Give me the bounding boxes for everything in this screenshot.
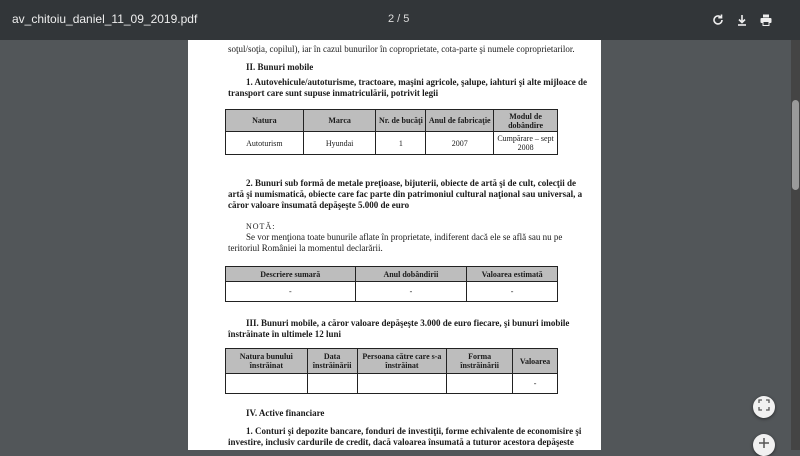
table-cell: Hyundai <box>303 132 376 155</box>
note-text: Se vor menţiona toate bunurile aflate în proprietate, indiferent dacă ele se află sau nu pe <box>246 232 563 242</box>
table-cell: 2007 <box>426 132 494 155</box>
subsection-heading: 1. Conturi şi depozite bancare, fonduri de investiţii, forme echivalente de economisire şi <box>246 426 582 436</box>
section-heading: II. Bunuri mobile <box>246 62 314 72</box>
pdf-toolbar <box>0 0 800 40</box>
table-header: Anul dobândirii <box>355 267 467 282</box>
zoom-in-button[interactable] <box>753 434 775 456</box>
table-header: Modul de dobândire <box>494 110 558 132</box>
table-header: Forma înstrăinării <box>447 349 513 374</box>
subsection-heading: 1. Autovehicule/autoturisme, tractoare, maşini agricole, şalupe, iahturi şi alte mijloace de <box>246 77 588 87</box>
table-cell <box>307 374 357 394</box>
table-header: Valoarea <box>513 349 558 374</box>
document-viewer[interactable] <box>0 40 800 450</box>
note-text: teritoriul României la momentul declarării. <box>228 243 383 253</box>
table-header: Data înstrăinării <box>307 349 357 374</box>
table-cell <box>447 374 513 394</box>
table-cell: Autoturism <box>226 132 304 155</box>
note-label: NOTĂ: <box>246 222 276 231</box>
table-cell: 1 <box>376 132 426 155</box>
scrollbar-thumb[interactable] <box>792 100 799 190</box>
table-cell <box>357 374 447 394</box>
table-cell: - <box>467 282 558 302</box>
subsection-heading: investire, inclusiv cardurile de credit, dacă valoarea însumată a tuturor acestora depăşeste <box>228 437 574 447</box>
table-header: Natura bunului înstrăinat <box>226 349 308 374</box>
table-header: Marca <box>303 110 376 132</box>
subsection-heading: 2. Bunuri sub formă de metale preţioase, bijuterii, obiecte de artă şi de cult, colecţii de <box>246 178 577 188</box>
subsection-heading: căror valoare însumată depăşeşte 5.000 de euro <box>228 200 410 210</box>
vertical-scrollbar[interactable] <box>791 40 800 450</box>
vehicles-table <box>225 109 558 155</box>
zoom-in-icon <box>758 436 770 454</box>
table-cell <box>226 374 308 394</box>
section-heading: înstrăinate în ultimele 12 luni <box>228 329 342 339</box>
table-header: Anul de fabricaţie <box>426 110 494 132</box>
download-icon[interactable] <box>734 12 750 28</box>
pdf-page <box>188 40 601 450</box>
page-indicator: 2 / 5 <box>388 13 410 25</box>
table-cell: Cumpărare – sept 2008 <box>494 132 558 155</box>
text-line: soţul/soţia, copilul), iar în cazul bunurilor în coproprietate, cota-parte şi numele coproprietarilor. <box>228 44 575 54</box>
table-header: Nr. de bucăţi <box>376 110 426 132</box>
table-header: Descriere sumară <box>226 267 356 282</box>
alienated-goods-table <box>225 348 558 394</box>
fit-to-page-icon <box>758 398 770 416</box>
valuables-table <box>225 266 558 302</box>
subsection-heading: artă şi numismatică, obiecte care fac parte din patrimoniul cultural naţional sau universal, a <box>228 189 583 199</box>
table-header: Valoarea estimată <box>467 267 558 282</box>
document-title: av_chitoiu_daniel_11_09_2019.pdf <box>12 12 198 26</box>
table-cell: - <box>355 282 467 302</box>
table-header: Persoana către care s-a înstrăinat <box>357 349 447 374</box>
subsection-heading: transport care sunt supuse inmatriculării, potrivit legii <box>228 88 439 98</box>
table-cell: - <box>513 374 558 394</box>
print-icon[interactable] <box>758 12 774 28</box>
section-heading: III. Bunuri mobile, a căror valoare depăşeşte 3.000 de euro fiecare, şi bunuri imobile <box>246 318 570 328</box>
section-heading: IV. Active financiare <box>246 408 325 418</box>
fit-to-page-button[interactable] <box>753 396 775 418</box>
table-header: Natura <box>226 110 304 132</box>
rotate-icon[interactable] <box>710 12 726 28</box>
table-cell: - <box>226 282 356 302</box>
